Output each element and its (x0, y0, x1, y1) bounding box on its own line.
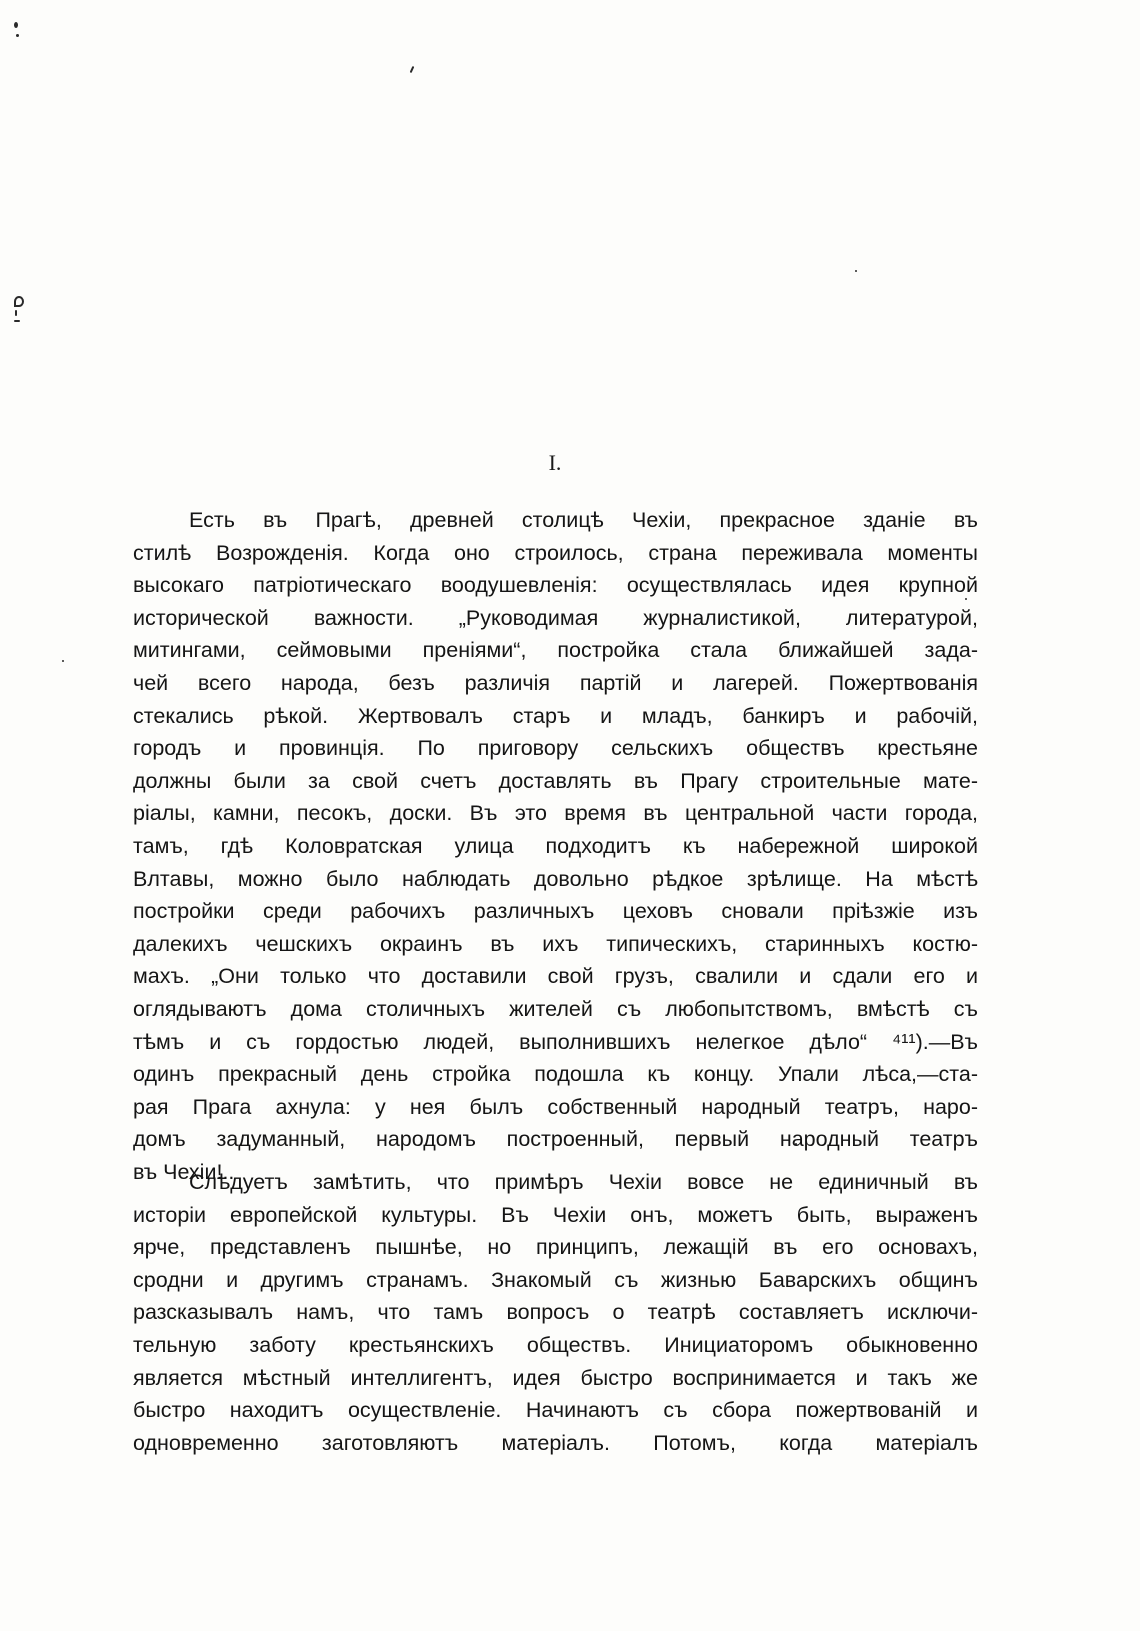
text-line: должны были за свой счетъ доставлять въ Прагу строительные мате- (133, 768, 978, 793)
text-line: одновременно заготовляютъ матеріалъ. Потомъ, когда матеріалъ (133, 1430, 978, 1455)
scan-speck (14, 22, 18, 28)
text-line: Влтавы, можно было наблюдать довольно рѣдкое зрѣлище. На мѣстѣ (133, 866, 978, 891)
text-line: въ Чехіи!.. (133, 1159, 235, 1184)
text-line: стилѣ Возрожденія. Когда оно строилось, страна переживала моменты (133, 540, 978, 565)
text-line: исторической важности. „Руководимая журналистикой, литературой, (133, 605, 978, 630)
text-line: одинъ прекрасный день стройка подошла къ концу. Упали лѣса,—ста- (133, 1062, 978, 1087)
text-line: ріалы, камни, песокъ, доски. Въ это время въ центральной части города, (133, 801, 978, 826)
text-line: исторіи европейской культуры. Въ Чехіи онъ, можетъ быть, выраженъ (133, 1202, 978, 1227)
text-line: митингами, сеймовыми преніями“, постройка стала ближайшей зада- (133, 638, 978, 663)
scan-speck (16, 34, 19, 37)
text-line: быстро находитъ осуществленіе. Начинаютъ съ сбора пожертвованій и (133, 1398, 978, 1423)
text-line: разсказывалъ намъ, что тамъ вопросъ о театрѣ составляетъ исключи- (133, 1300, 978, 1325)
text-line: высокаго патріотическаго воодушевленія: осуществлялась идея крупной (133, 573, 978, 598)
text-line: является мѣстный интеллигентъ, идея быстро воспринимается и такъ же (133, 1365, 978, 1390)
scan-speck (15, 310, 17, 316)
text-line: ярче, представленъ пышнѣе, но принципъ, лежащій въ его основахъ, (133, 1235, 978, 1260)
scan-speck (14, 320, 20, 322)
scan-speck (14, 296, 24, 307)
text-line: городъ и провинція. По приговору сельскихъ обществъ крестьяне (133, 736, 978, 761)
scan-speck (855, 270, 857, 272)
scan-speck (62, 660, 64, 662)
paragraph-1 (133, 504, 978, 1188)
text-line: стекались рѣкой. Жертвовалъ старъ и младъ, банкиръ и рабочій, (133, 703, 978, 728)
text-line: далекихъ чешскихъ окраинъ въ ихъ типическихъ, старинныхъ костю- (133, 931, 978, 956)
text-line: оглядываютъ дома столичныхъ жителей съ любопытствомъ, вмѣстѣ съ (133, 996, 978, 1021)
text-line: махъ. „Они только что доставили свой грузъ, свалили и сдали его и (133, 964, 978, 989)
text-line: рая Прага ахнула: у нея былъ собственный народный театръ, наро- (133, 1094, 978, 1119)
text-line: постройки среди рабочихъ различныхъ цеховъ сновали пріѣзжіе изъ (133, 899, 978, 924)
text-line: сродни и другимъ странамъ. Знакомый съ жизнью Баварскихъ общинъ (133, 1267, 978, 1292)
text-line: Слѣдуетъ замѣтить, что примѣръ Чехіи вовсе не единичный въ (189, 1170, 978, 1194)
text-line: Есть въ Прагѣ, древней столицѣ Чехіи, прекрасное зданіе въ (189, 508, 978, 532)
paragraph-2 (133, 1166, 978, 1459)
text-line: тамъ, гдѣ Коловратская улица подходитъ къ набережной широкой (133, 833, 978, 858)
section-heading: I. (548, 450, 562, 475)
scan-speck (410, 66, 415, 73)
text-line: тѣмъ и съ гордостью людей, выполнившихъ нелегкое дѣло“ ⁴¹¹).—Въ (133, 1029, 978, 1054)
text-line: тельную заботу крестьянскихъ обществъ. Инициаторомъ обыкновенно (133, 1332, 978, 1357)
text-line: домъ задуманный, народомъ построенный, первый народный театръ (133, 1127, 978, 1152)
text-line: чей всего народа, безъ различія партій и лагерей. Пожертвованія (133, 670, 978, 695)
